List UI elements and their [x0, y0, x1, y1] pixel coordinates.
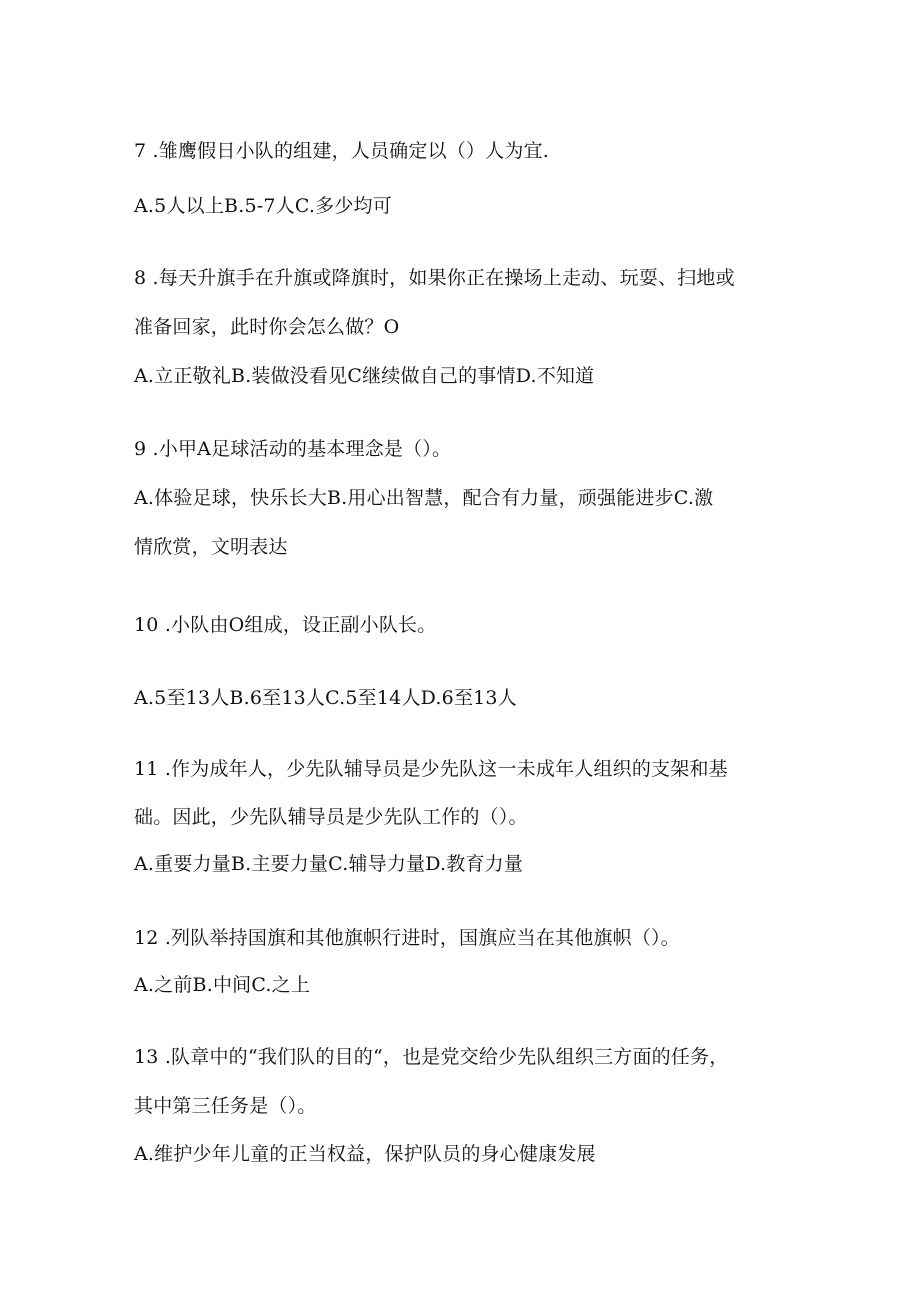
question-7-prompt: 7 .雏鹰假日小队的组建，人员确定以（）人为宜. [134, 140, 550, 162]
question-7-options: A.5人以上B.5-7人C.多少均可 [134, 195, 392, 217]
question-9-options-line-2: 情欣赏，文明表达 [134, 536, 288, 558]
question-10-options: A.5至13人B.6至13人C.5至14人D.6至13人 [134, 687, 517, 709]
question-12-options: A.之前B.中间C.之上 [134, 974, 311, 996]
question-9-options-line-1: A.体验足球，快乐长大B.用心出智慧，配合有力量，顽强能进步C.激 [134, 487, 714, 509]
question-8-prompt-line-2: 准备回家，此时你会怎么做？O [134, 316, 400, 338]
question-12-prompt: 12 .列队举持国旗和其他旗帜行进时，国旗应当在其他旗帜（）。 [134, 927, 680, 949]
question-10-prompt: 10 .小队由O组成，设正副小队长。 [134, 614, 437, 636]
question-8-options: A.立正敬礼B.装做没看见C继续做自己的事情D.不知道 [134, 365, 595, 387]
question-13-prompt-line-2: 其中第三任务是（）。 [134, 1095, 317, 1117]
question-11-prompt-line-2: 础。因此，少先队辅导员是少先队工作的（）。 [134, 806, 528, 828]
question-8-prompt-line-1: 8 .每天升旗手在升旗或降旗时，如果你正在操场上走动、玩耍、扫地或 [134, 267, 735, 289]
question-11-prompt-line-1: 11 .作为成年人，少先队辅导员是少先队这一未成年人组织的支架和基 [134, 758, 728, 780]
question-9-prompt: 9 .小甲A足球活动的基本理念是（）。 [134, 438, 452, 460]
question-13-options: A.维护少年儿童的正当权益，保护队员的身心健康发展 [134, 1143, 596, 1165]
question-11-options: A.重要力量B.主要力量C.辅导力量D.教育力量 [134, 853, 524, 875]
question-13-prompt-line-1: 13 .队章中的“我们队的目的“，也是党交给少先队组织三方面的任务， [134, 1046, 729, 1068]
